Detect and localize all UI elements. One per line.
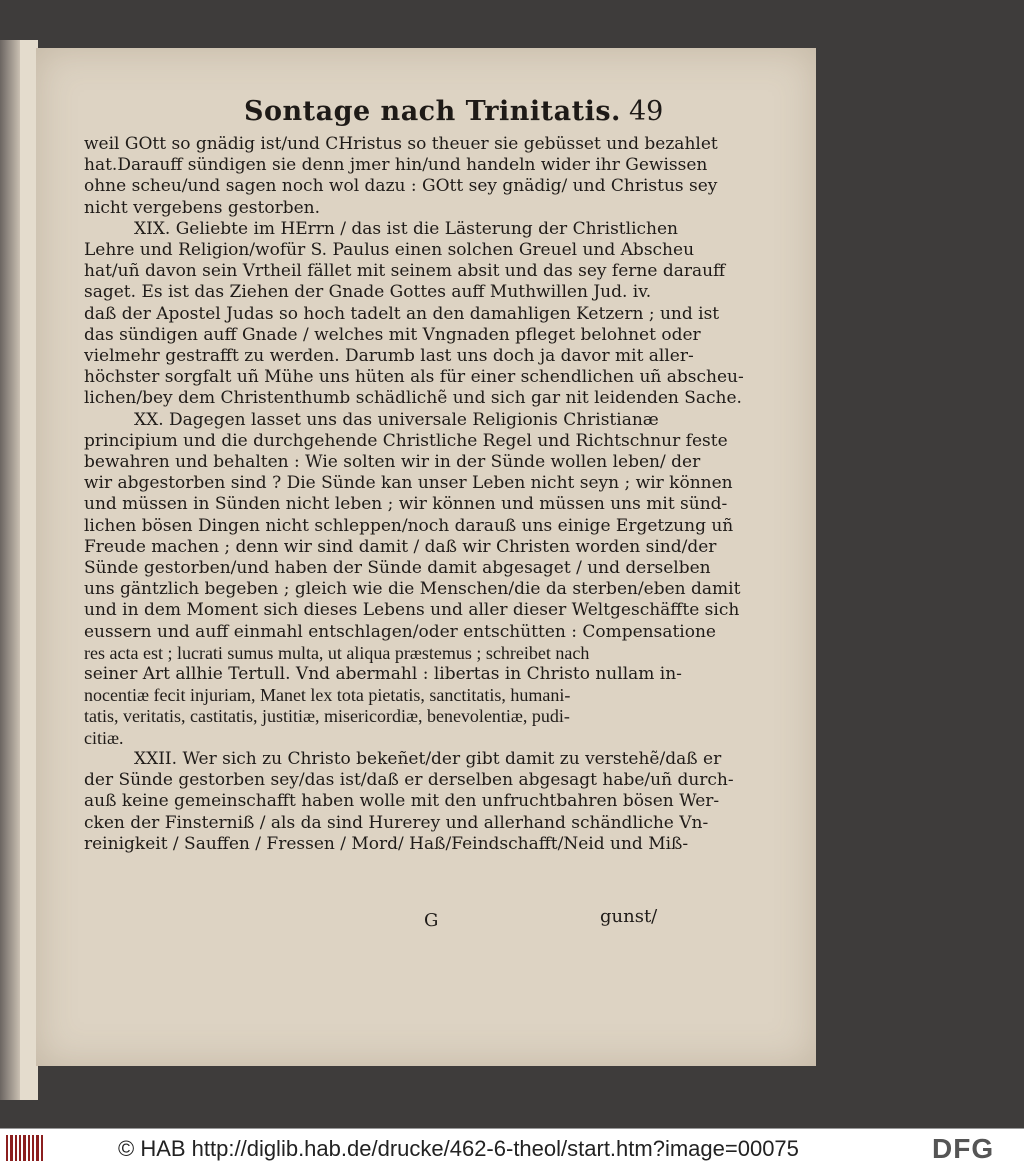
paragraph-start-xix: XIX. Geliebte im HErrn / das ist die Lästerung der Christlichen xyxy=(134,218,678,239)
text-line: lichen bösen Dingen nicht schleppen/noch darauß uns einige Ergetzung uñ xyxy=(84,515,734,536)
text-line: saget. Es ist das Ziehen der Gnade Gottes auff Muthwillen Jud. iv. xyxy=(84,282,652,303)
text-line: Freude machen ; denn wir sind damit / daß wir Christen worden sind/der xyxy=(84,536,717,557)
latin-line: citiæ. xyxy=(84,727,124,748)
catchword: gunst/ xyxy=(600,906,658,927)
text-line: nicht vergebens gestorben. xyxy=(84,197,320,218)
running-head: Sontage nach Trinitatis. xyxy=(244,96,621,127)
text-line: Sünde gestorben/und haben der Sünde damit abgesaget / und derselben xyxy=(84,558,711,579)
signature-mark: G xyxy=(424,910,439,931)
text-line: höchster sorgfalt uñ Mühe uns hüten als für einer schendlichen uñ abscheu- xyxy=(84,367,744,388)
text-line: reinigkeit / Sauffen / Fressen / Mord/ Haß/Feindschafft/Neid und Miß- xyxy=(84,833,689,854)
text-line: wir abgestorben sind ? Die Sünde kan unser Leben nicht seyn ; wir können xyxy=(84,473,733,494)
text-line: Lehre und Religion/wofür S. Paulus einen solchen Greuel und Abscheu xyxy=(84,240,695,261)
text-line: das sündigen auff Gnade / welches mit Vngnaden pfleget belohnet oder xyxy=(84,324,701,345)
text-line: weil GOtt so gnädig ist/und CHristus so theuer sie gebüsset und bezahlet xyxy=(84,134,718,154)
text-line: bewahren und behalten : Wie solten wir in der Sünde wollen leben/ der xyxy=(84,452,701,473)
attribution-link[interactable]: © HAB http://diglib.hab.de/drucke/462-6-theol/start.htm?image=00075 xyxy=(118,1136,799,1161)
text-line: eussern und auff einmahl entschlagen/oder entschütten : Compensatione xyxy=(84,621,716,642)
text-line: hat/uñ davon sein Vrtheil fället mit seinem absit und das sey ferne darauff xyxy=(84,261,726,282)
text-line: der Sünde gestorben sey/das ist/daß er derselben abgesagt habe/uñ durch- xyxy=(84,770,734,791)
text-line: seiner Art allhie Tertull. Vnd abermahl : libertas in Christo nullam in- xyxy=(84,664,682,685)
text-line: cken der Finsterniß / als da sind Hurerey und allerhand schändliche Vn- xyxy=(84,812,709,833)
latin-line: tatis, veritatis, castitatis, justitiæ, misericordiæ, benevolentiæ, pudi- xyxy=(84,706,570,727)
text-line: und in dem Moment sich dieses Lebens und aller dieser Weltgeschäffte sich xyxy=(84,600,740,621)
paragraph-start-xxii: XXII. Wer sich zu Christo bekeñet/der gibt damit zu verstehẽ/daß er xyxy=(134,748,722,769)
text-line: ohne scheu/und sagen noch wol dazu : GOtt sey gnädig/ und Christus sey xyxy=(84,176,718,197)
text-line: auß keine gemeinschafft haben wolle mit den unfruchtbahren bösen Wer- xyxy=(84,791,720,812)
text-line: hat.Darauff sündigen sie denn jmer hin/und handeln wider ihr Gewissen xyxy=(84,155,708,176)
text-line: vielmehr gestrafft zu werden. Darumb last uns doch ja davor mit aller- xyxy=(84,346,694,367)
text-line: daß der Apostel Judas so hoch tadelt an den damahligen Ketzern ; und ist xyxy=(84,303,720,324)
text-line: und müssen in Sünden nicht leben ; wir können und müssen uns mit sünd- xyxy=(84,494,728,515)
page-number: 49 xyxy=(629,96,664,127)
text-line: uns gäntzlich begeben ; gleich wie die Menschen/die da sterben/eben damit xyxy=(84,579,741,600)
text-line: lichen/bey dem Christenthumb schädlichẽ und sich gar nit leidenden Sache. xyxy=(84,388,742,409)
book-page xyxy=(36,48,816,1066)
viewer-footer xyxy=(0,1128,1024,1168)
barcode-icon xyxy=(6,1135,46,1161)
latin-line: res acta est ; lucrati sumus multa, ut aliqua præstemus ; schreibet nach xyxy=(84,642,590,663)
text-line: principium und die durchgehende Christliche Regel und Richtschnur feste xyxy=(84,430,728,451)
body-text xyxy=(84,134,744,855)
paragraph-start-xx: XX. Dagegen lasset uns das universale Religionis Christianæ xyxy=(134,409,659,430)
dfg-logo: DFG xyxy=(932,1133,995,1164)
latin-line: nocentiæ fecit injuriam, Manet lex tota pietatis, sanctitatis, humani- xyxy=(84,685,571,706)
